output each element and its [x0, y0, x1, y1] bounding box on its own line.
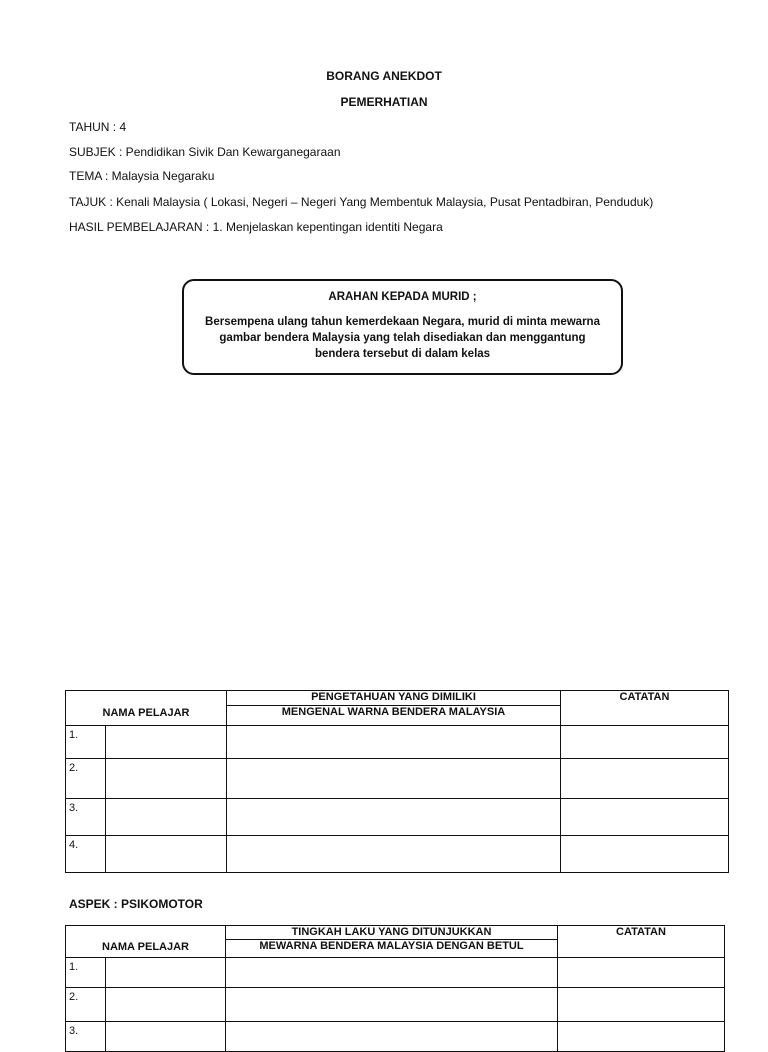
- meta-hasil-pembelajaran: HASIL PEMBELAJARAN : 1. Menjelaskan kepentingan identiti Negara: [69, 220, 443, 234]
- table-row: [66, 836, 729, 873]
- table-row: [66, 1022, 725, 1052]
- aspect-label: ASPEK : PSIKOMOTOR: [69, 897, 203, 911]
- notes-cell[interactable]: [561, 726, 729, 759]
- knowledge-cell[interactable]: [227, 799, 561, 836]
- notes-cell[interactable]: [558, 988, 725, 1022]
- meta-subjek: SUBJEK : Pendidikan Sivik Dan Kewarganegaraan: [69, 145, 341, 159]
- observation-table-psychomotor: [65, 925, 725, 1052]
- notes-cell[interactable]: [558, 1022, 725, 1052]
- student-name-cell[interactable]: [106, 836, 227, 873]
- behaviour-header-top: TINGKAH LAKU YANG DITUNJUKKAN: [226, 926, 557, 940]
- knowledge-cell[interactable]: [227, 726, 561, 759]
- notes-column-header: CATATAN: [558, 926, 725, 958]
- meta-tajuk: TAJUK : Kenali Malaysia ( Lokasi, Negeri – Negeri Yang Membentuk Malaysia, Pusat Pentadbiran, Penduduk): [69, 195, 654, 209]
- table-row: [66, 988, 725, 1022]
- name-column-header: NAMA PELAJAR: [66, 926, 226, 958]
- instruction-title: ARAHAN KEPADA MURID ;: [328, 291, 477, 303]
- instruction-box: [182, 279, 623, 375]
- table-row: [66, 759, 729, 799]
- row-number: 4.: [66, 836, 106, 873]
- student-name-cell[interactable]: [106, 958, 226, 988]
- notes-cell[interactable]: [558, 958, 725, 988]
- row-number: 1.: [66, 726, 106, 759]
- instruction-text: Bersempena ulang tahun kemerdekaan Negara, murid di minta mewarna gambar bendera Malaysia yang telah disediakan dan menggantung bendera tersebut di dalam kelas: [205, 316, 600, 360]
- student-name-cell[interactable]: [106, 759, 227, 799]
- notes-cell[interactable]: [561, 759, 729, 799]
- notes-cell[interactable]: [561, 799, 729, 836]
- knowledge-cell[interactable]: [227, 759, 561, 799]
- student-name-cell[interactable]: [106, 799, 227, 836]
- notes-cell[interactable]: [561, 836, 729, 873]
- meta-tahun: TAHUN : 4: [69, 120, 127, 134]
- document-subtitle: PEMERHATIAN: [340, 95, 428, 109]
- meta-tema: TEMA : Malaysia Negaraku: [69, 169, 215, 183]
- student-name-cell[interactable]: [106, 988, 226, 1022]
- knowledge-column-header: [227, 691, 561, 726]
- row-number: 2.: [66, 759, 106, 799]
- row-number: 3.: [66, 799, 106, 836]
- table-header-row: [66, 926, 725, 958]
- notes-column-header: CATATAN: [561, 691, 729, 726]
- table-row: [66, 726, 729, 759]
- row-number: 2.: [66, 988, 106, 1022]
- table-header-row: [66, 691, 729, 726]
- row-number: 1.: [66, 958, 106, 988]
- knowledge-cell[interactable]: [227, 836, 561, 873]
- behaviour-cell[interactable]: [226, 988, 558, 1022]
- document-title: BORANG ANEKDOT: [326, 69, 442, 83]
- behaviour-header-bottom: MEWARNA BENDERA MALAYSIA DENGAN BETUL: [259, 940, 524, 952]
- row-number: 3.: [66, 1022, 106, 1052]
- observation-table-knowledge: [65, 690, 729, 873]
- behaviour-column-header: [226, 926, 558, 958]
- table-row: [66, 799, 729, 836]
- student-name-cell[interactable]: [106, 1022, 226, 1052]
- behaviour-cell[interactable]: [226, 1022, 558, 1052]
- student-name-cell[interactable]: [106, 726, 227, 759]
- name-column-header: NAMA PELAJAR: [66, 691, 227, 726]
- knowledge-header-bottom: MENGENAL WARNA BENDERA MALAYSIA: [281, 706, 506, 718]
- table-row: [66, 958, 725, 988]
- knowledge-header-top: PENGETAHUAN YANG DIMILIKI: [227, 691, 560, 706]
- behaviour-cell[interactable]: [226, 958, 558, 988]
